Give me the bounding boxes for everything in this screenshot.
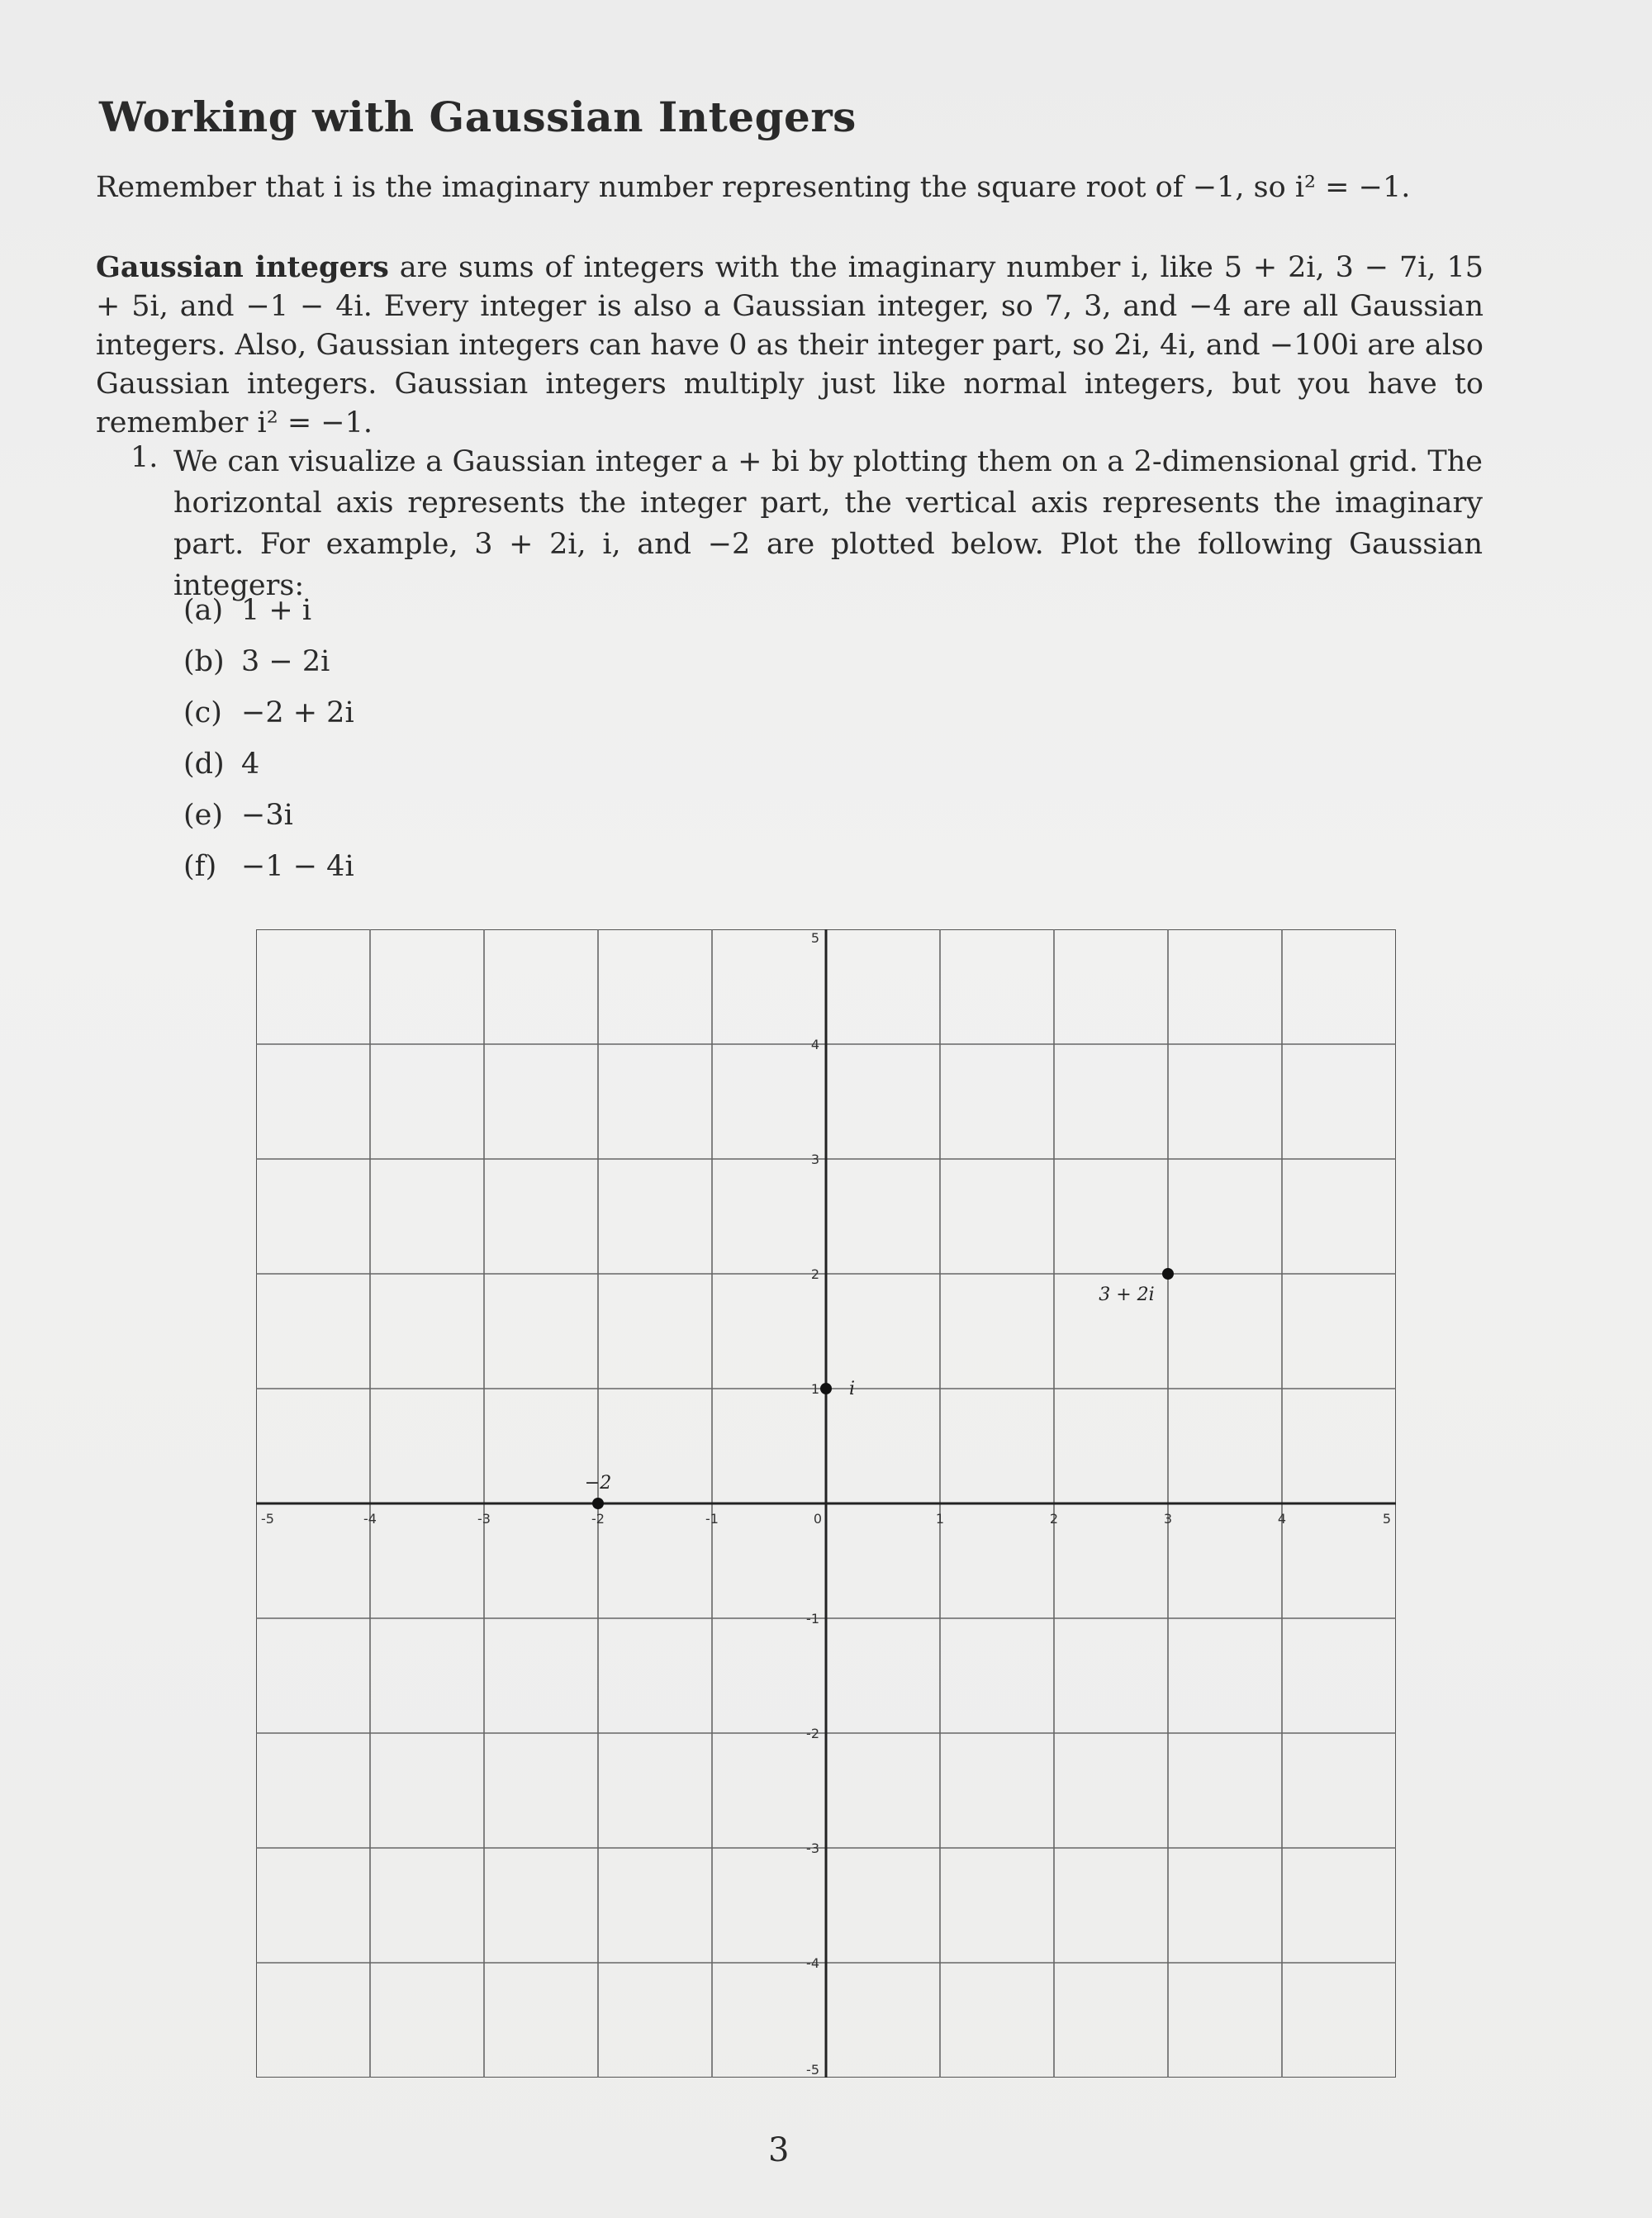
item-expression: −2 + 2i — [241, 696, 354, 729]
list-item — [183, 636, 354, 687]
point-label: −2 — [584, 1473, 612, 1494]
list-item — [183, 739, 354, 790]
x-tick-label: -4 — [363, 1511, 377, 1527]
item-expression: 1 + i — [241, 594, 312, 627]
y-tick-label: -2 — [806, 1726, 819, 1741]
item-expression: 3 − 2i — [241, 645, 330, 678]
item-label: (a) — [183, 594, 224, 627]
item-expression: −1 − 4i — [241, 850, 354, 883]
item-label: (c) — [183, 696, 222, 729]
page-title: Working with Gaussian Integers — [99, 93, 857, 141]
y-tick-label: 4 — [810, 1037, 819, 1052]
x-tick-label: 5 — [1382, 1511, 1391, 1527]
list-item — [183, 790, 354, 841]
item-label: (d) — [183, 748, 225, 781]
y-tick-label: 3 — [810, 1152, 819, 1167]
item-label: (b) — [183, 645, 225, 678]
gaussian-definition-text: are sums of integers with the imaginary number i, like 5 + 2i, 3 − 7i, 15 + 5i, and −1 − 4i. Every integer is also a Gaussian integer, so 7, 3, and −4 are all Gaussian integers. Also, Gaussian integers can have 0 as their integer part, so 2i, 4i, and −100i are also Gaussian integers. Gaussian integers multiply just like normal integers, but you have to remember i² = −1. — [96, 251, 1483, 439]
intro-paragraph: Remember that i is the imaginary number representing the square root of −1, so i² = −1. — [96, 171, 1411, 204]
complex-plane-svg — [256, 929, 1396, 2078]
y-tick-label: -1 — [806, 1611, 819, 1627]
gaussian-definition-paragraph — [96, 248, 1483, 443]
list-item — [183, 585, 354, 636]
y-tick-label: -5 — [806, 2062, 819, 2078]
question-items-list — [183, 585, 354, 892]
x-tick-label: -3 — [477, 1511, 491, 1527]
list-item — [183, 841, 354, 892]
x-tick-label: -5 — [261, 1511, 274, 1527]
point-label: i — [849, 1379, 856, 1399]
item-label: (e) — [183, 799, 224, 832]
item-label: (f) — [183, 850, 217, 883]
list-item — [183, 687, 354, 739]
x-tick-label: 0 — [813, 1511, 823, 1527]
complex-plane-grid — [256, 929, 1396, 2078]
item-expression: 4 — [241, 748, 260, 781]
y-tick-label: 2 — [810, 1266, 819, 1282]
plotted-point — [1162, 1268, 1174, 1280]
point-label: 3 + 2i — [1099, 1285, 1155, 1305]
x-tick-label: 4 — [1277, 1511, 1287, 1527]
page-number: 3 — [768, 2131, 790, 2169]
gaussian-term: Gaussian integers — [96, 250, 389, 284]
question-text: We can visualize a Gaussian integer a + bi by plotting them on a 2-dimensional grid. The horizontal axis represents the integer part, the vertical axis represents the imaginary part. For example, 3 + 2i, i, and −2 are plotted below. Plot the following Gaussian integers: — [173, 445, 1483, 602]
item-expression: −3i — [241, 799, 293, 832]
plotted-point — [820, 1383, 832, 1394]
x-tick-label: 1 — [935, 1511, 945, 1527]
y-tick-label: 1 — [810, 1381, 819, 1397]
y-tick-label: -3 — [806, 1840, 819, 1856]
x-tick-label: 2 — [1049, 1511, 1059, 1527]
x-tick-label: 3 — [1163, 1511, 1173, 1527]
plotted-point — [592, 1498, 604, 1509]
x-tick-label: -1 — [705, 1511, 719, 1527]
question-number: 1. — [131, 441, 159, 474]
y-tick-label: -4 — [806, 1955, 819, 1971]
y-tick-label: 5 — [810, 930, 819, 946]
x-tick-label: -2 — [591, 1511, 605, 1527]
